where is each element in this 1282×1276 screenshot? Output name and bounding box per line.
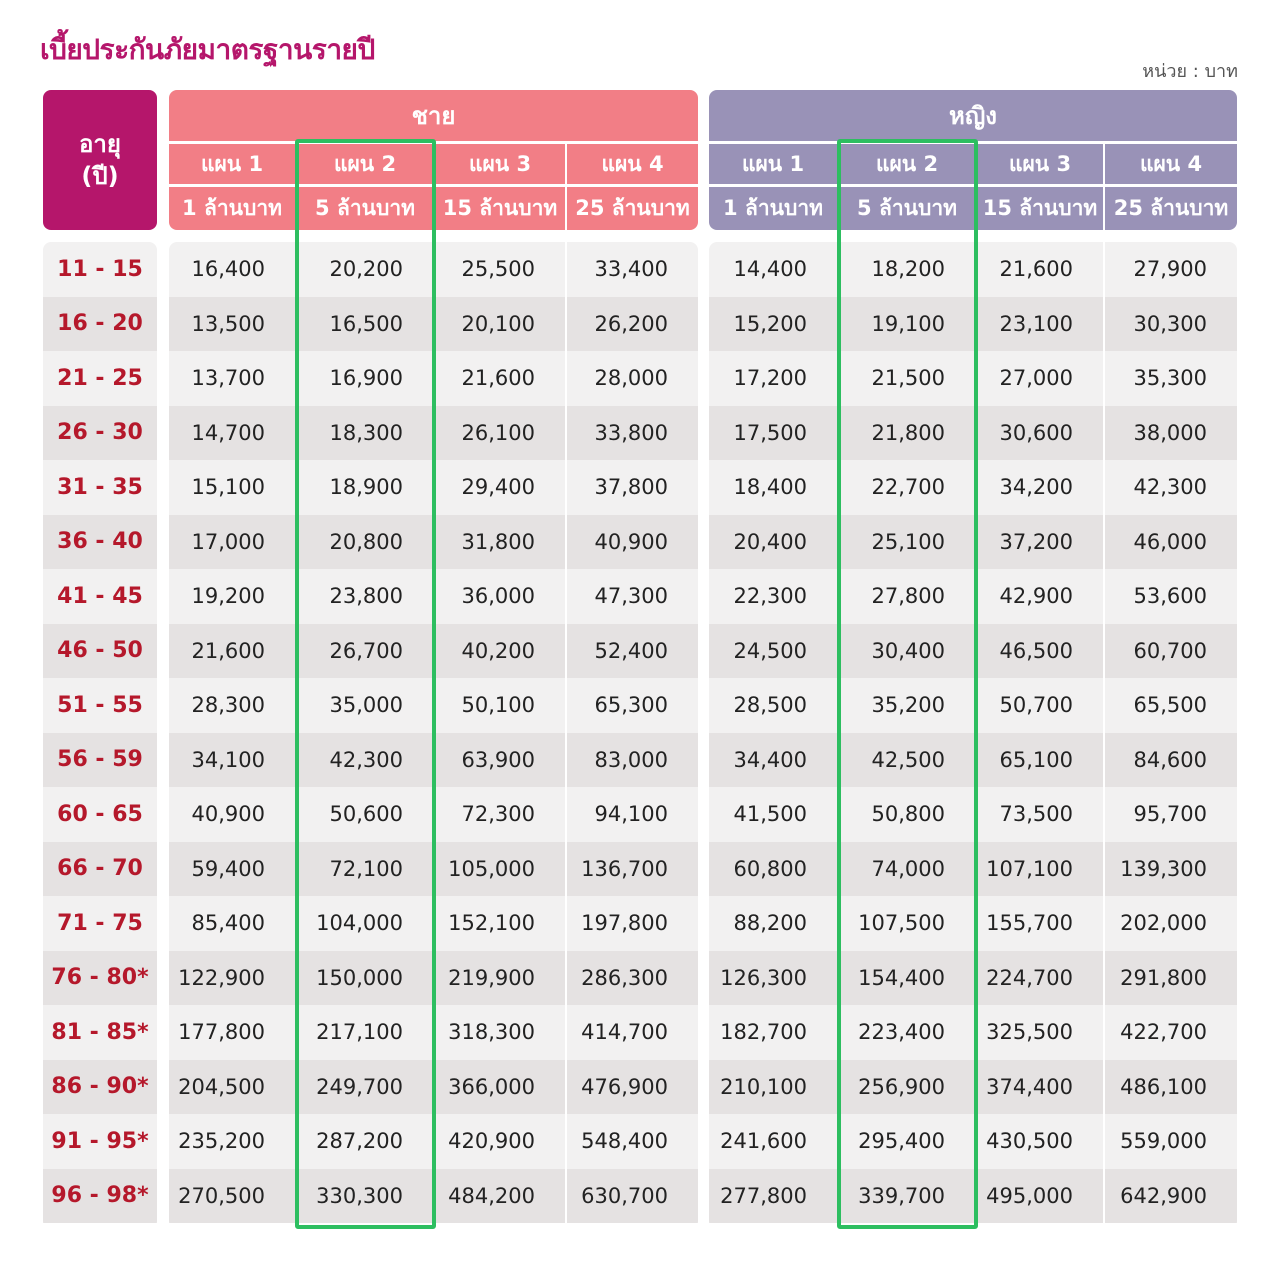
age-range-cell: 60 - 65	[57, 801, 143, 827]
male-plan-3-premium-cell: 63,900	[433, 733, 565, 788]
male-plan-2-premium-cell: 26,700	[295, 624, 433, 679]
male-plan-2-name: แผน 2	[295, 144, 433, 184]
female-plan-4-premium-cell: 202,000	[1103, 896, 1237, 951]
female-plan-2-premium-cell: 256,900	[837, 1060, 975, 1115]
male-plan-3-premium-cell: 40,200	[433, 624, 565, 679]
male-table-row	[169, 460, 698, 515]
male-plan-2-premium-cell: 20,800	[295, 515, 433, 570]
male-plan-3-premium-cell: 36,000	[433, 569, 565, 624]
female-plan-2-premium-cell: 21,800	[837, 406, 975, 461]
male-table-row	[169, 733, 698, 788]
female-table-row	[709, 406, 1237, 461]
male-plan-coverage-row	[169, 187, 698, 230]
female-plan-4-premium-cell: 30,300	[1103, 297, 1237, 352]
male-plan-1-premium-cell: 19,200	[191, 584, 265, 609]
male-plan-4-premium-cell: 37,800	[565, 460, 698, 515]
female-plan-4-premium-cell: 42,300	[1103, 460, 1237, 515]
male-group-header: ชาย	[169, 90, 698, 141]
male-plan-3-premium-cell: 219,900	[433, 951, 565, 1006]
female-plan-4-premium-cell: 422,700	[1103, 1005, 1237, 1060]
female-plan-2-premium-cell: 22,700	[837, 460, 975, 515]
male-plan-3-premium-cell: 366,000	[433, 1060, 565, 1115]
female-plan-4-premium-cell: 559,000	[1103, 1114, 1237, 1169]
male-plan-1-premium-cell: 14,700	[191, 420, 265, 445]
female-plan-4-premium-cell: 291,800	[1103, 951, 1237, 1006]
male-table-row	[169, 297, 698, 352]
female-table-row	[709, 242, 1237, 297]
female-plan-1-premium-cell: 18,400	[733, 475, 807, 500]
female-plan-4-premium-cell: 84,600	[1103, 733, 1237, 788]
male-plan-4-premium-cell: 52,400	[565, 624, 698, 679]
male-table-row	[169, 842, 698, 897]
female-plan-3-premium-cell: 30,600	[975, 406, 1103, 461]
male-plan-1-premium-cell: 40,900	[191, 802, 265, 827]
female-plan-2-premium-cell: 42,500	[837, 733, 975, 788]
male-plan-1-premium-cell: 16,400	[191, 257, 265, 282]
female-plan-3-premium-cell: 46,500	[975, 624, 1103, 679]
male-table-row	[169, 1114, 698, 1169]
female-plan-2-coverage: 5 ล้านบาท	[837, 187, 975, 230]
female-plan-3-premium-cell: 34,200	[975, 460, 1103, 515]
male-plan-4-premium-cell: 26,200	[565, 297, 698, 352]
female-plan-1-premium-cell: 17,200	[733, 366, 807, 391]
age-range-cell: 46 - 50	[57, 638, 143, 664]
female-plan-3-premium-cell: 155,700	[975, 896, 1103, 951]
female-plan-2-name: แผน 2	[837, 144, 975, 184]
male-plan-3-name: แผน 3	[433, 144, 565, 184]
female-plan-3-premium-cell: 430,500	[975, 1114, 1103, 1169]
female-table-row	[709, 624, 1237, 679]
female-plan-2-premium-cell: 50,800	[837, 787, 975, 842]
age-row	[43, 733, 157, 788]
male-plan-4-premium-cell: 33,400	[565, 242, 698, 297]
female-plan-3-premium-cell: 495,000	[975, 1169, 1103, 1224]
male-plan-2-premium-cell: 18,300	[295, 406, 433, 461]
male-plan-1-premium-cell: 13,700	[191, 366, 265, 391]
female-plan-3-premium-cell: 73,500	[975, 787, 1103, 842]
female-plan-3-premium-cell: 27,000	[975, 351, 1103, 406]
male-plan-2-premium-cell: 16,500	[295, 297, 433, 352]
female-plan-3-premium-cell: 374,400	[975, 1060, 1103, 1115]
male-table-row	[169, 406, 698, 461]
age-range-cell: 51 - 55	[57, 692, 143, 718]
male-table-row	[169, 242, 698, 297]
male-plan-1-premium-cell: 17,000	[191, 529, 265, 554]
female-plan-3-premium-cell: 224,700	[975, 951, 1103, 1006]
male-plan-1-premium-cell: 177,800	[178, 1020, 265, 1045]
male-table-row	[169, 787, 698, 842]
male-plan-4-premium-cell: 28,000	[565, 351, 698, 406]
age-range-cell: 16 - 20	[57, 311, 143, 337]
male-plan-2-premium-cell: 330,300	[295, 1169, 433, 1224]
female-plan-1-premium-cell: 22,300	[733, 584, 807, 609]
male-plan-4-premium-cell: 197,800	[565, 896, 698, 951]
age-range-cell: 66 - 70	[57, 856, 143, 882]
age-column-header	[43, 90, 157, 230]
female-table-row	[709, 678, 1237, 733]
age-row	[43, 787, 157, 842]
male-plan-4-premium-cell: 83,000	[565, 733, 698, 788]
female-plan-1-premium-cell: 241,600	[720, 1129, 807, 1154]
male-plan-2-premium-cell: 217,100	[295, 1005, 433, 1060]
female-plan-coverage-row	[709, 187, 1237, 230]
male-plan-1-premium-cell: 59,400	[191, 856, 265, 881]
female-plan-1-coverage: 1 ล้านบาท	[709, 187, 837, 230]
male-table-row	[169, 1060, 698, 1115]
female-plan-4-premium-cell: 486,100	[1103, 1060, 1237, 1115]
female-group-header: หญิง	[709, 90, 1237, 141]
male-plan-3-premium-cell: 420,900	[433, 1114, 565, 1169]
male-table-row	[169, 515, 698, 570]
female-plan-3-coverage: 15 ล้านบาท	[975, 187, 1103, 230]
male-plan-2-premium-cell: 249,700	[295, 1060, 433, 1115]
male-plan-2-premium-cell: 18,900	[295, 460, 433, 515]
female-plan-2-premium-cell: 19,100	[837, 297, 975, 352]
female-plan-2-premium-cell: 74,000	[837, 842, 975, 897]
age-range-cell: 41 - 45	[57, 583, 143, 609]
male-plan-4-premium-cell: 47,300	[565, 569, 698, 624]
male-plan-1-name: แผน 1	[169, 144, 295, 184]
female-plan-1-premium-cell: 182,700	[720, 1020, 807, 1045]
age-range-cell: 56 - 59	[57, 747, 143, 773]
age-range-cell: 86 - 90*	[51, 1074, 149, 1100]
female-plan-4-premium-cell: 95,700	[1103, 787, 1237, 842]
male-plan-1-premium-cell: 85,400	[191, 911, 265, 936]
female-plan-1-premium-cell: 210,100	[720, 1074, 807, 1099]
female-table-row	[709, 1169, 1237, 1224]
male-plan-2-premium-cell: 35,000	[295, 678, 433, 733]
female-table-row	[709, 1060, 1237, 1115]
female-plan-3-premium-cell: 23,100	[975, 297, 1103, 352]
age-row	[43, 678, 157, 733]
female-plan-1-premium-cell: 88,200	[733, 911, 807, 936]
male-plan-1-premium-cell: 235,200	[178, 1129, 265, 1154]
age-range-cell: 21 - 25	[57, 365, 143, 391]
female-plan-1-premium-cell: 277,800	[720, 1183, 807, 1208]
female-plan-1-premium-cell: 60,800	[733, 856, 807, 881]
male-plan-2-premium-cell: 16,900	[295, 351, 433, 406]
male-table-row	[169, 1005, 698, 1060]
age-range-cell: 71 - 75	[57, 910, 143, 936]
age-range-cell: 91 - 95*	[51, 1128, 149, 1154]
female-plan-1-premium-cell: 20,400	[733, 529, 807, 554]
male-plan-3-premium-cell: 72,300	[433, 787, 565, 842]
male-plan-3-premium-cell: 25,500	[433, 242, 565, 297]
female-plan-3-premium-cell: 42,900	[975, 569, 1103, 624]
female-plan-2-premium-cell: 25,100	[837, 515, 975, 570]
male-plan-4-name: แผน 4	[565, 144, 698, 184]
male-plan-4-premium-cell: 286,300	[565, 951, 698, 1006]
female-plan-3-premium-cell: 65,100	[975, 733, 1103, 788]
female-table-row	[709, 896, 1237, 951]
male-plan-4-premium-cell: 40,900	[565, 515, 698, 570]
unit-label: หน่วย : บาท	[1142, 61, 1238, 82]
male-plan-2-coverage: 5 ล้านบาท	[295, 187, 433, 230]
female-plan-3-name: แผน 3	[975, 144, 1103, 184]
age-range-cell: 36 - 40	[57, 529, 143, 555]
male-plan-3-premium-cell: 318,300	[433, 1005, 565, 1060]
male-plan-4-premium-cell: 94,100	[565, 787, 698, 842]
female-plan-4-premium-cell: 53,600	[1103, 569, 1237, 624]
male-plan-4-premium-cell: 136,700	[565, 842, 698, 897]
age-row	[43, 569, 157, 624]
age-row	[43, 460, 157, 515]
female-plan-1-premium-cell: 41,500	[733, 802, 807, 827]
female-table-row	[709, 1005, 1237, 1060]
female-plan-3-premium-cell: 325,500	[975, 1005, 1103, 1060]
male-table-row	[169, 624, 698, 679]
male-table-row	[169, 351, 698, 406]
age-range-cell: 81 - 85*	[51, 1019, 149, 1045]
male-plan-names-row	[169, 144, 698, 184]
female-plan-1-premium-cell: 34,400	[733, 747, 807, 772]
female-plan-2-premium-cell: 27,800	[837, 569, 975, 624]
female-plan-2-premium-cell: 107,500	[837, 896, 975, 951]
male-plan-4-premium-cell: 476,900	[565, 1060, 698, 1115]
male-plan-2-premium-cell: 42,300	[295, 733, 433, 788]
female-plan-4-premium-cell: 60,700	[1103, 624, 1237, 679]
female-plan-2-premium-cell: 295,400	[837, 1114, 975, 1169]
male-plan-3-coverage: 15 ล้านบาท	[433, 187, 565, 230]
female-plan-2-premium-cell: 223,400	[837, 1005, 975, 1060]
female-plan-1-premium-cell: 15,200	[733, 311, 807, 336]
female-plan-2-premium-cell: 339,700	[837, 1169, 975, 1224]
female-table-row	[709, 297, 1237, 352]
female-table-row	[709, 787, 1237, 842]
age-row	[43, 351, 157, 406]
male-plan-4-coverage: 25 ล้านบาท	[565, 187, 698, 230]
age-row	[43, 1114, 157, 1169]
age-row	[43, 406, 157, 461]
male-plan-3-premium-cell: 20,100	[433, 297, 565, 352]
male-plan-1-premium-cell: 15,100	[191, 475, 265, 500]
female-table-row	[709, 515, 1237, 570]
female-plan-2-premium-cell: 21,500	[837, 351, 975, 406]
female-plan-3-premium-cell: 50,700	[975, 678, 1103, 733]
female-plan-1-premium-cell: 28,500	[733, 693, 807, 718]
age-row	[43, 842, 157, 897]
female-plan-1-premium-cell: 17,500	[733, 420, 807, 445]
male-table-row	[169, 951, 698, 1006]
female-plan-4-coverage: 25 ล้านบาท	[1103, 187, 1237, 230]
female-plan-3-premium-cell: 37,200	[975, 515, 1103, 570]
female-plan-4-premium-cell: 65,500	[1103, 678, 1237, 733]
age-row	[43, 896, 157, 951]
female-plan-1-premium-cell: 126,300	[720, 965, 807, 990]
female-plan-4-premium-cell: 27,900	[1103, 242, 1237, 297]
male-plan-3-premium-cell: 484,200	[433, 1169, 565, 1224]
age-row	[43, 297, 157, 352]
male-plan-2-premium-cell: 20,200	[295, 242, 433, 297]
male-table-row	[169, 569, 698, 624]
age-column-body	[43, 242, 157, 1229]
male-plan-2-premium-cell: 72,100	[295, 842, 433, 897]
male-table-row	[169, 896, 698, 951]
female-plan-2-premium-cell: 35,200	[837, 678, 975, 733]
male-plan-3-premium-cell: 152,100	[433, 896, 565, 951]
male-plan-2-premium-cell: 50,600	[295, 787, 433, 842]
male-plan-3-premium-cell: 21,600	[433, 351, 565, 406]
male-plan-2-premium-cell: 287,200	[295, 1114, 433, 1169]
age-range-cell: 76 - 80*	[51, 965, 149, 991]
male-premium-table	[169, 242, 698, 1229]
male-plan-1-premium-cell: 28,300	[191, 693, 265, 718]
female-plan-1-premium-cell: 14,400	[733, 257, 807, 282]
male-plan-3-premium-cell: 29,400	[433, 460, 565, 515]
female-plan-4-name: แผน 4	[1103, 144, 1237, 184]
female-plan-1-name: แผน 1	[709, 144, 837, 184]
female-premium-table	[709, 242, 1237, 1229]
male-plan-1-premium-cell: 122,900	[178, 965, 265, 990]
female-plan-2-premium-cell: 18,200	[837, 242, 975, 297]
age-row	[43, 515, 157, 570]
age-range-cell: 11 - 15	[57, 256, 143, 282]
age-row	[43, 624, 157, 679]
female-plan-2-premium-cell: 30,400	[837, 624, 975, 679]
age-row	[43, 1169, 157, 1224]
age-range-cell: 31 - 35	[57, 474, 143, 500]
female-plan-4-premium-cell: 35,300	[1103, 351, 1237, 406]
female-table-row	[709, 351, 1237, 406]
male-plan-2-premium-cell: 150,000	[295, 951, 433, 1006]
male-plan-3-premium-cell: 105,000	[433, 842, 565, 897]
female-plan-4-premium-cell: 46,000	[1103, 515, 1237, 570]
male-plan-4-premium-cell: 548,400	[565, 1114, 698, 1169]
female-plan-3-premium-cell: 21,600	[975, 242, 1103, 297]
male-plan-1-premium-cell: 21,600	[191, 638, 265, 663]
male-plan-1-premium-cell: 204,500	[178, 1074, 265, 1099]
female-plan-names-row	[709, 144, 1237, 184]
female-table-row	[709, 1114, 1237, 1169]
female-table-row	[709, 951, 1237, 1006]
age-range-cell: 26 - 30	[57, 420, 143, 446]
male-plan-1-premium-cell: 34,100	[191, 747, 265, 772]
male-table-row	[169, 1169, 698, 1224]
age-header-label: อายุ	[79, 129, 121, 158]
male-plan-2-premium-cell: 23,800	[295, 569, 433, 624]
female-plan-3-premium-cell: 107,100	[975, 842, 1103, 897]
male-plan-4-premium-cell: 414,700	[565, 1005, 698, 1060]
male-plan-4-premium-cell: 65,300	[565, 678, 698, 733]
male-plan-2-premium-cell: 104,000	[295, 896, 433, 951]
male-table-row	[169, 678, 698, 733]
male-plan-1-premium-cell: 270,500	[178, 1183, 265, 1208]
age-row	[43, 951, 157, 1006]
male-plan-3-premium-cell: 31,800	[433, 515, 565, 570]
female-plan-4-premium-cell: 642,900	[1103, 1169, 1237, 1224]
female-table-row	[709, 733, 1237, 788]
age-range-cell: 96 - 98*	[51, 1183, 149, 1209]
female-plan-4-premium-cell: 139,300	[1103, 842, 1237, 897]
female-table-row	[709, 842, 1237, 897]
female-plan-4-premium-cell: 38,000	[1103, 406, 1237, 461]
age-row	[43, 1060, 157, 1115]
female-table-row	[709, 460, 1237, 515]
male-plan-4-premium-cell: 630,700	[565, 1169, 698, 1224]
age-header-unit: (ปี)	[81, 162, 119, 190]
female-plan-1-premium-cell: 24,500	[733, 638, 807, 663]
age-row	[43, 1005, 157, 1060]
page-title: เบี้ยประกันภัยมาตรฐานรายปี	[40, 33, 375, 66]
male-plan-3-premium-cell: 26,100	[433, 406, 565, 461]
male-plan-1-coverage: 1 ล้านบาท	[169, 187, 295, 230]
female-table-row	[709, 569, 1237, 624]
age-row	[43, 242, 157, 297]
male-plan-3-premium-cell: 50,100	[433, 678, 565, 733]
female-plan-2-premium-cell: 154,400	[837, 951, 975, 1006]
male-plan-1-premium-cell: 13,500	[191, 311, 265, 336]
male-plan-4-premium-cell: 33,800	[565, 406, 698, 461]
